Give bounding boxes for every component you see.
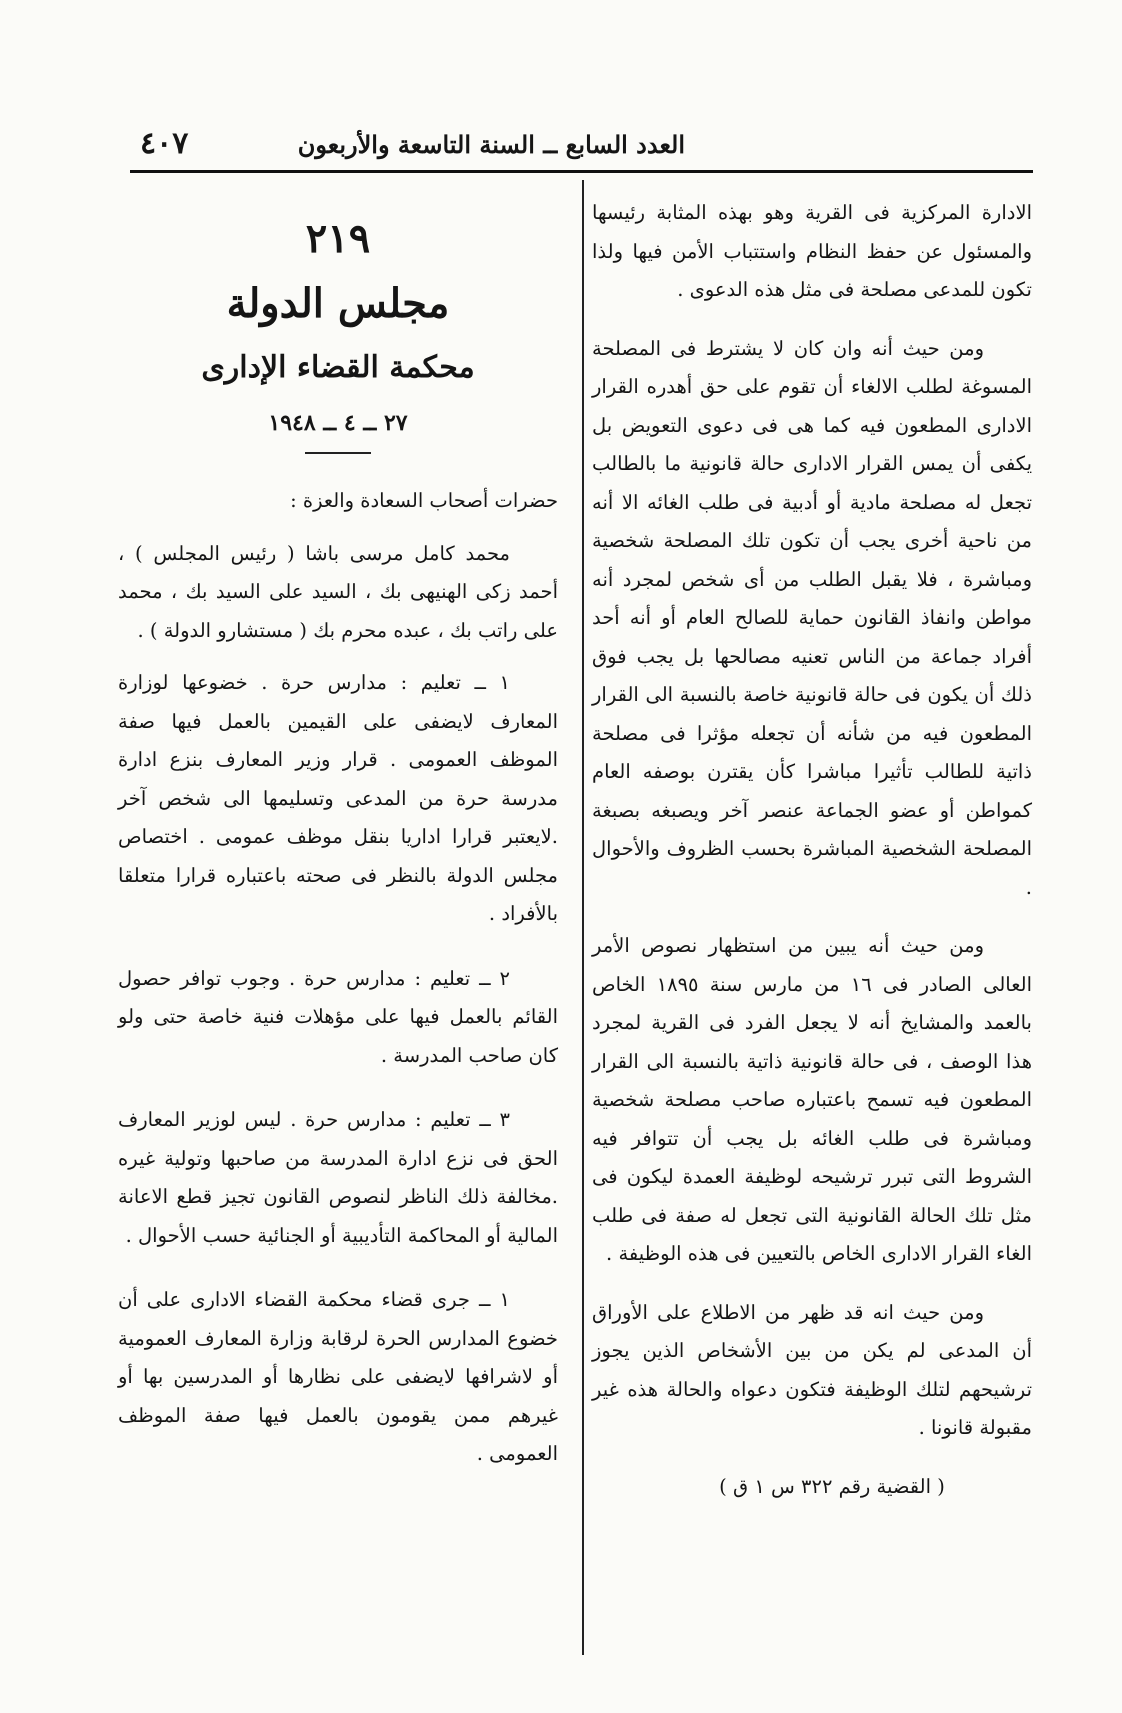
paragraph: ومن حيث أنه يبين من استظهار نصوص الأمر العالى الصادر فى ١٦ من مارس سنة ١٨٩٥ الخاص بالعمد والمشايخ أنه لا يجعل الفرد فى القرية لمجرد هذا الوصف ، فى حالة قانونية ذاتية بالنسبة الى القرار المطعون فيه تسمح باعتباره صاحب مصلحة شخصية ومباشرة فى طلب الغائه بل يجب أن تتوافر فيه الشروط التى تبرر ترشيحه لوظيفة العمدة ليكون فى مثل تلك الحالة القانونية التى تجعل له صفة فى طلب الغاء القرار الادارى الخاص بالتعيين فى هذه الوظيفة . [592,934,1032,1265]
attendance-intro: حضرات أصحاب السعادة والعزة : [290,489,558,512]
short-divider [305,452,371,454]
members-list: محمد كامل مرسى باشا ( رئيس المجلس ) ، أحمد زكى الهنيهى بك ، السيد على السيد بك ، محمد على راتب بك ، عبده محرم بك ( مستشارو الدولة ) . [118,541,558,642]
principle-item: ٢ ــ تعليم : مدارس حرة . وجوب توافر حصول القائم بالعمل فيها على مؤهلات فنية خاصة حتى ولو كان صاحب المدرسة . [118,966,558,1067]
paragraph: الادارة المركزية فى القرية وهو بهذه المثابة رئيسها والمسئول عن حفظ النظام واستتباب الأمن فيها ولذا تكون للمدعى مصلحة فى مثل هذه الدعوى . [592,201,1032,301]
page-header [140,126,1030,166]
principle-item: ٣ ــ تعليم : مدارس حرة . ليس لوزير المعارف الحق فى نزع ادارة المدرسة من صاحبها وتولية غيره .مخالفة ذلك الناظر لنصوص القانون تجيز قطع الاعانة المالية أو المحاكمة التأديبية أو الجنائية حسب الأحوال . [118,1108,558,1247]
session-date: ٢٧ ــ ٤ ــ ١٩٤٨ [268,410,408,436]
principles-block [118,664,558,1255]
left-column [118,214,558,1494]
note-paragraph: ١ ــ جرى قضاء محكمة القضاء الادارى على أن خضوع المدارس الحرة لرقابة وزارة المعارف العمومية أو لاشرافها لايضفى على نظارها أو المدرسين بها أو غيرهم ممن يقومون بالعمل فيها صفة الموظف العمومى . [118,1288,558,1465]
issue-title: العدد السابع ــ السنة التاسعة والأربعون [297,130,685,159]
header-rule [130,170,1033,173]
paragraph: ومن حيث أنه وان كان لا يشترط فى المصلحة المسوغة لطلب الالغاء أن تقوم على حق أهدره القرار الادارى المطعون فيه كما هى فى دعوى التعويض بل يكفى أن يمس القرار الادارى حالة قانونية ما بالطالب تجعل له مصلحة مادية أو أدبية فى طلب الغائه الا أنه من ناحية أخرى يجب أن تكون تلك المصلحة شخصية ومباشرة ، فلا يقبل الطلب من أى شخص لمجرد أنه مواطن وانفاذ القانون حماية للصالح العام أو أنه أحد أفراد جماعة من الناس تعنيه مصالحها بل يجب فوق ذلك أن يكون فى حالة قانونية خاصة بالنسبة الى القرار المطعون فيه من شأنه أن تجعله مؤثرا فى مصلحة ذاتية للطالب تأثيرا مباشرا كأن يقترن بوصفه العام كمواطن أو عضو الجماعة عنصر آخر ويصبغه بصبغة المصلحة الشخصية المباشرة بحسب الظروف والأحوال . [592,336,1032,899]
paragraph: ومن حيث انه قد ظهر من الاطلاع على الأوراق أن المدعى لم يكن من بين الأشخاص الذين يجوز ترشيحهم لتلك الوظيفة فتكون دعواه والحالة هذه غير مقبولة قانونا . [592,1300,1032,1439]
column-divider [582,180,584,1655]
case-number: ٢١٩ [305,215,371,262]
case-reference: ( القضية رقم ٣٢٢ س ١ ق ) [719,1474,945,1498]
members-block [118,482,558,650]
page-number: ٤٠٧ [140,126,189,161]
court-name: مجلس الدولة [226,280,450,327]
subcourt-name: محكمة القضاء الإدارى [201,350,475,385]
right-column [592,194,1032,1506]
principle-item: ١ ــ تعليم : مدارس حرة . خضوعها لوزارة المعارف لايضفى على القيمين بالعمل فيها صفة الموظف العمومى . قرار وزير المعارف بنزع ادارة مدرسة حرة من المدعى وتسليمها الى شخص آخر .لايعتبر قرارا اداريا بنقل موظف عمومى . اختصاص مجلس الدولة بالنظر فى صحته باعتباره قرارا متعلقا بالأفراد . [118,671,558,925]
